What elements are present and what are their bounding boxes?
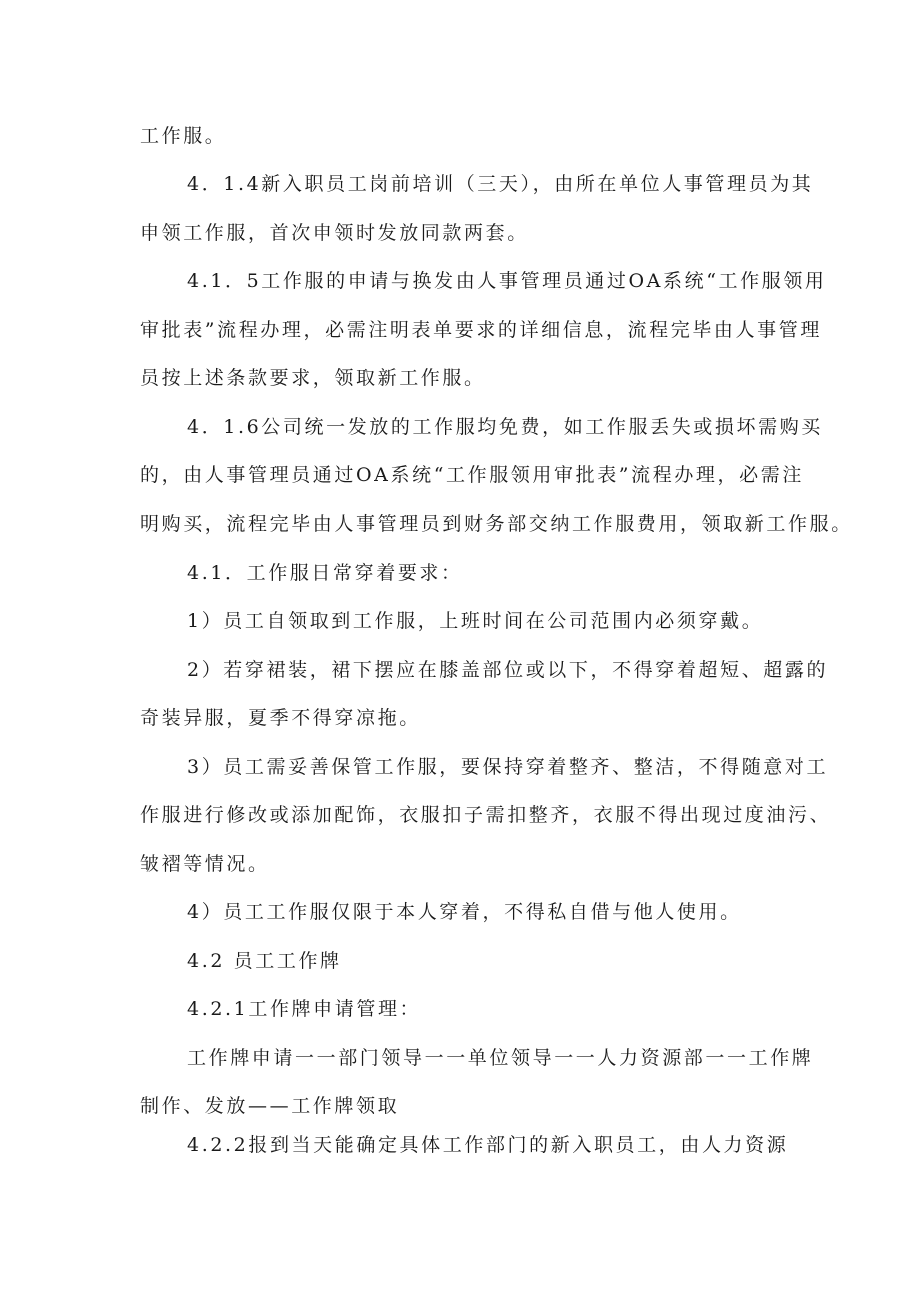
text-line: 的，由人事管理员通过OA系统“工作服领用审批表”流程办理，必需注 [140, 464, 804, 486]
text-line: 4.2.2报到当天能确定具体工作部门的新入职员工，由人力资源 [187, 1134, 789, 1156]
text-line: 3）员工需妥善保管工作服，要保持穿着整齐、整洁，不得随意对工 [187, 756, 829, 778]
text-line: 工作牌申请一一部门领导一一单位领导一一人力资源部一一工作牌 [187, 1047, 814, 1069]
text-line: 申领工作服，首次申领时发放同款两套。 [140, 222, 529, 244]
text-line: 皱褶等情况。 [140, 853, 270, 875]
text-line: 作服进行修改或添加配饰，衣服扣子需扣整齐，衣服不得出现过度油污、 [140, 804, 832, 826]
text-line: 工作服。 [140, 125, 227, 147]
text-line: 4.1．5工作服的申请与换发由人事管理员通过OA系统“工作服领用 [187, 270, 827, 292]
text-line: 4．1.6公司统一发放的工作服均免费，如工作服丢失或损坏需购买 [187, 416, 823, 438]
text-line: 奇装异服，夏季不得穿凉拖。 [140, 707, 421, 729]
text-line: 4.2.1工作牌申请管理： [187, 998, 422, 1020]
text-line: 4.1．工作服日常穿着要求： [187, 562, 463, 584]
text-line: 员按上述条款要求，领取新工作服。 [140, 367, 486, 389]
text-line: 4．1.4新入职员工岗前培训（三天），由所在单位人事管理员为其 [187, 173, 814, 195]
text-line: 制作、发放——工作牌领取 [140, 1095, 400, 1117]
text-line: 2）若穿裙装，裙下摆应在膝盖部位或以下，不得穿着超短、超露的 [187, 659, 829, 681]
text-line: 4）员工工作服仅限于本人穿着，不得私自借与他人使用。 [187, 901, 742, 923]
text-line: 明购买，流程完毕由人事管理员到财务部交纳工作服费用，领取新工作服。 [140, 513, 853, 535]
text-line: 审批表”流程办理，必需注明表单要求的详细信息，流程完毕由人事管理 [140, 319, 822, 341]
section-heading: 4.2 员工工作牌 [187, 950, 342, 972]
text-line: 1）员工自领取到工作服，上班时间在公司范围内必须穿戴。 [187, 610, 764, 632]
